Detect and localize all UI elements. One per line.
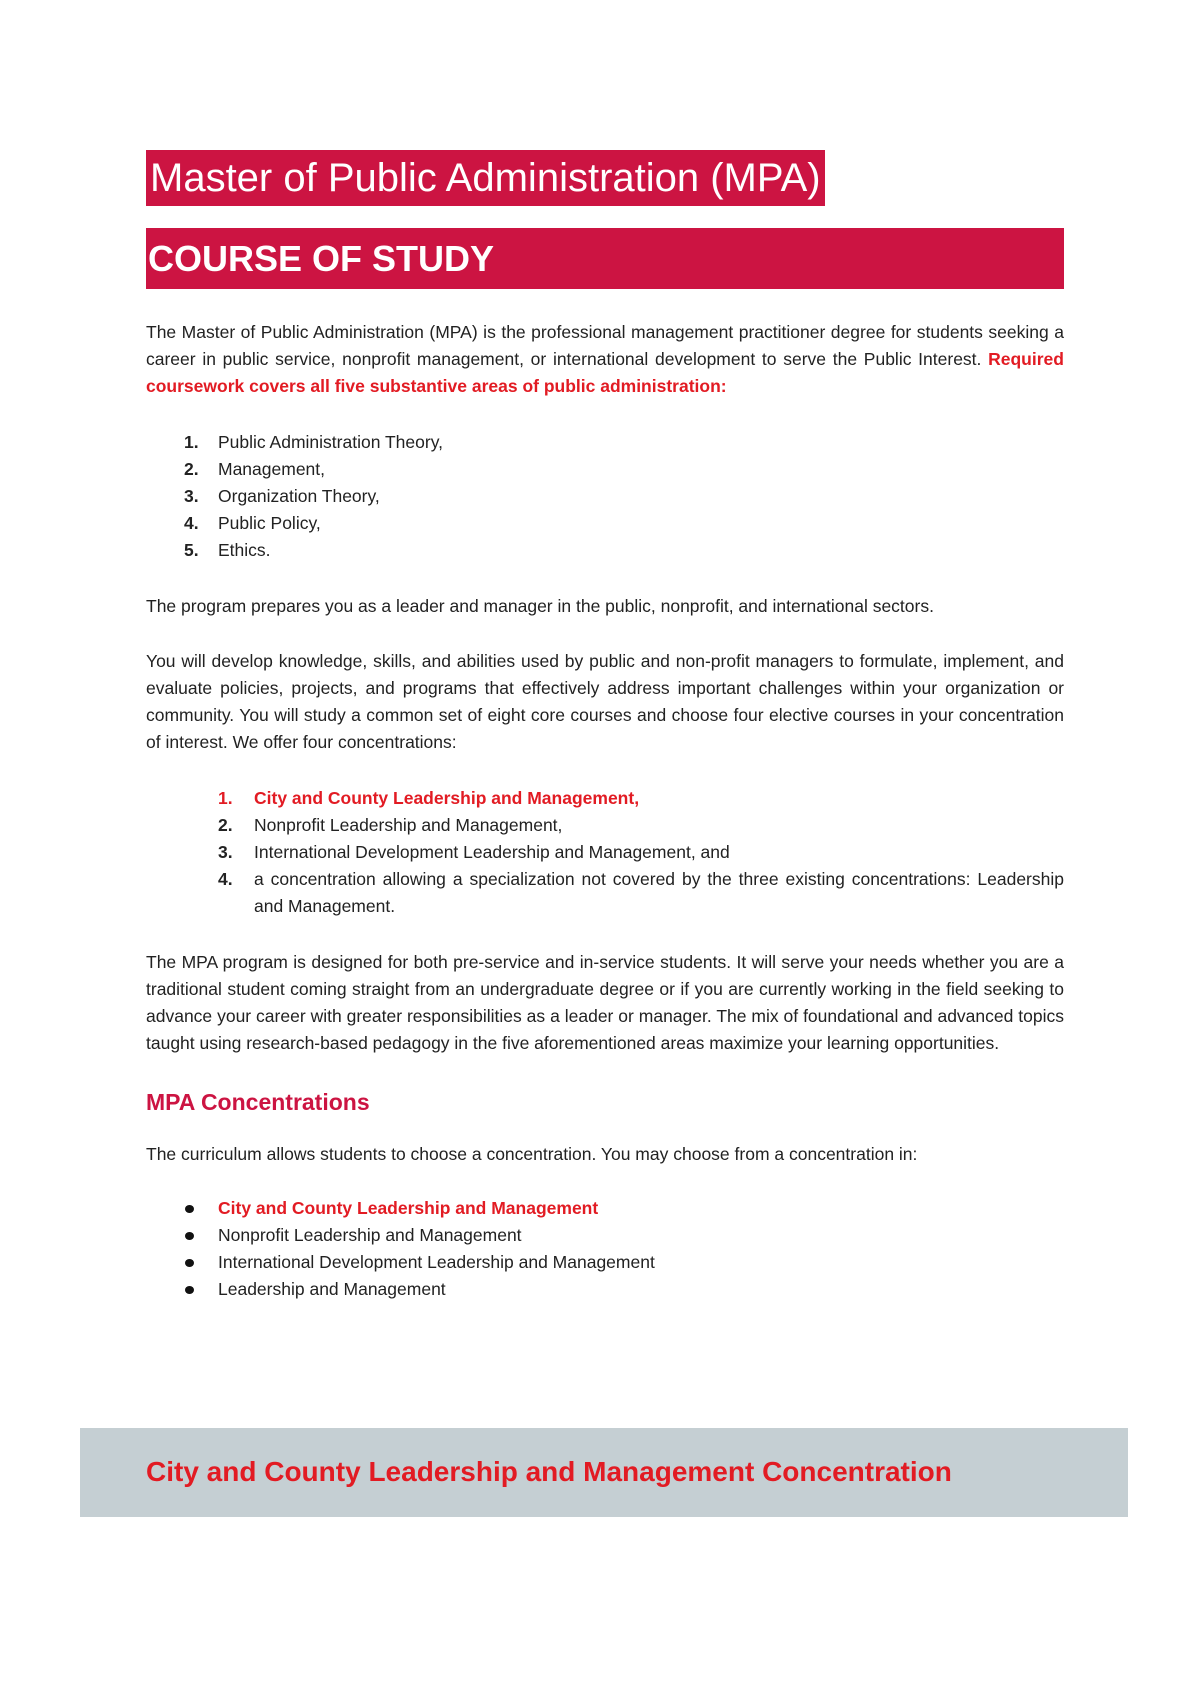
list-label: Public Policy, (218, 513, 321, 533)
list-label: City and County Leadership and Management, (254, 788, 640, 808)
section-banner-course-of-study: COURSE OF STUDY (146, 228, 1064, 289)
develop-paragraph: You will develop knowledge, skills, and abilities used by public and non-profit managers to formulate, implement, and evaluate policies, projects, and programs that effectively address important challenges within your organization or community. You will study a common set of eight core courses and choose four elective courses in your concentration of interest. We offer four concentrations: (146, 651, 1064, 752)
prepares-paragraph: The program prepares you as a leader and manager in the public, nonprofit, and international sectors. (146, 596, 934, 616)
list-item (146, 1249, 1064, 1276)
list-item (146, 812, 1064, 839)
document-body (146, 319, 1064, 1303)
list-item (146, 866, 1064, 920)
list-number: 2. (218, 815, 233, 835)
bullet-icon (185, 1259, 194, 1267)
list-number: 2. (184, 459, 199, 479)
list-item (146, 785, 1064, 812)
list-number: 4. (218, 869, 233, 889)
list-number: 3. (218, 842, 233, 862)
list-item (146, 429, 1064, 456)
list-number: 3. (184, 486, 199, 506)
list-label: International Development Leadership and Management (218, 1252, 655, 1272)
bullet-icon (185, 1205, 194, 1213)
substantive-areas-list (146, 429, 1064, 564)
list-item (146, 483, 1064, 510)
list-label: Public Administration Theory, (218, 432, 444, 452)
list-item (146, 839, 1064, 866)
intro-emphasis: Required coursework covers all five substantive areas of public administration: (146, 349, 1064, 396)
concentrations-heading: MPA Concentrations (146, 1089, 370, 1115)
list-number: 1. (218, 788, 233, 808)
list-label: International Development Leadership and Management, and (254, 842, 730, 862)
list-item (146, 1222, 1064, 1249)
designed-paragraph: The MPA program is designed for both pre-service and in-service students. It will serve your needs whether you are a traditional student coming straight from an undergraduate degree or if you are currently working in the field seeking to advance your career with greater responsibilities as a leader or manager. The mix of foundational and advanced topics taught using research-based pedagogy in the five aforementioned areas maximize your learning opportunities. (146, 952, 1064, 1053)
list-number: 1. (184, 432, 199, 452)
document-title: Master of Public Administration (MPA) (146, 150, 825, 206)
list-label: City and County Leadership and Management (218, 1198, 599, 1218)
list-item (146, 510, 1064, 537)
concentration-section-title: City and County Leadership and Management Concentration (146, 1456, 952, 1487)
list-label: Management, (218, 459, 326, 479)
concentrations-numbered-list (146, 785, 1064, 920)
list-label: Leadership and Management (218, 1279, 446, 1299)
bullet-icon (185, 1286, 194, 1294)
list-item (146, 1195, 1064, 1222)
list-item (146, 456, 1064, 483)
intro-text: The Master of Public Administration (MPA) is the professional management practitioner degree for students seeking a career in public service, nonprofit management, or international development to serve the Public Interest. (146, 322, 1064, 369)
curriculum-paragraph: The curriculum allows students to choose a concentration. You may choose from a concentration in: (146, 1144, 918, 1164)
bullet-icon (185, 1232, 194, 1240)
list-label: Ethics. (218, 540, 271, 560)
intro-paragraph (146, 319, 1064, 400)
list-number: 4. (184, 513, 199, 533)
concentrations-bullet-list (146, 1195, 1064, 1303)
concentration-section-banner (80, 1428, 1128, 1517)
list-label: Organization Theory, (218, 486, 380, 506)
list-number: 5. (184, 540, 199, 560)
list-label: a concentration allowing a specialization not covered by the three existing concentrations: Leadership and Management. (254, 869, 1064, 916)
list-item (146, 537, 1064, 564)
list-label: Nonprofit Leadership and Management (218, 1225, 522, 1245)
list-label: Nonprofit Leadership and Management, (254, 815, 563, 835)
list-item (146, 1276, 1064, 1303)
